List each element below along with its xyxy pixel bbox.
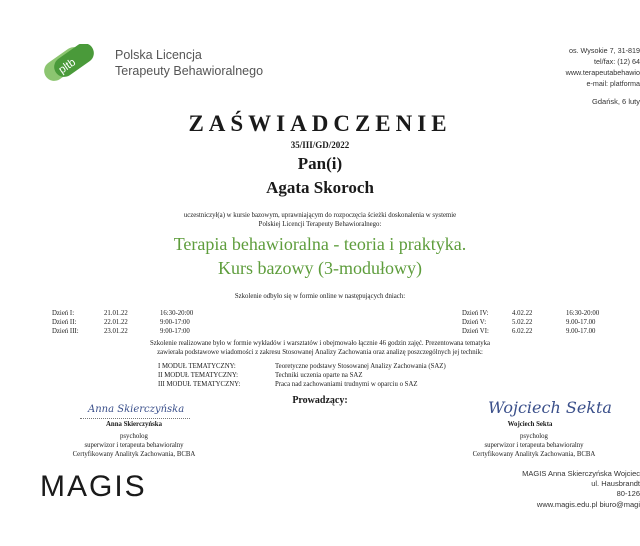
participation-text-1: uczestniczył(a) w kursie bazowym, uprawniającym do rozpoczęcia ścieżki doskonalenia w systemie [183,212,457,219]
participation-text-2: Polskiej Licencji Terapeuty Behawioralnego: [258,221,382,228]
address-line-2: tel/fax: (12) 64 [594,57,640,66]
address-line-1: os. Wysokie 7, 31-819 [568,46,640,55]
schedule-time: 9:00-17:00 [160,328,190,335]
signer-role2-right: superwizor i terapeuta behawioralny [484,442,584,449]
signer-role2-left: superwizor i terapeuta behawioralny [84,442,184,449]
certificate-number: 35/III/GD/2022 [290,140,350,150]
certificate-title: ZAŚWIADCZENIE [188,111,452,136]
schedule-day: Dzień IV: [462,310,489,317]
schedule-time: 16:30-20:00 [160,310,194,317]
schedule-time: 9.00-17.00 [566,328,596,335]
logo-text: pltb [56,56,79,77]
signer-role1-left: psycholog [120,433,148,440]
place-date: Gdańsk, 6 luty [592,97,640,106]
schedule-date: 21.01.22 [104,310,128,317]
signature-line-left [80,418,190,419]
signer-name-right: Wojciech Sekta [507,421,553,428]
module-topic: Praca nad zachowaniami trudnymi w oparciu o SAZ [275,381,418,388]
recipient-name: Agata Skoroch [266,178,374,197]
company-line-3: 80-126 [616,489,640,498]
signer-role1-right: psycholog [520,433,548,440]
signer-role3-left: Certyfikowany Analityk Zachowania, BCBA [72,451,196,458]
schedule-day: Dzień VI: [462,328,489,335]
company-line-2: ul. Hausbrandt [591,479,640,488]
summary-line-2: zawierała podstawowe wiadomości z zakresu Stosowanej Analizy Zachowania oraz analizę poszczególnych jej technik: [157,349,483,356]
lecturers-header: Prowadzący: [292,395,348,406]
schedule-date: 23.01.22 [104,328,128,335]
signer-name-left: Anna Skierczyńska [106,421,162,428]
module-label: II MODUŁ TEMATYCZNY: [158,372,239,379]
company-contact: www.magis.edu.pl biuro@magi [536,500,640,509]
org-name-line1: Polska Licencja [115,48,202,62]
module-topic: Techniki uczenia oparte na SAZ [275,372,363,379]
magis-logo: MAGIS [40,470,147,503]
schedule-day: Dzień V: [462,319,487,326]
signature-left: Anna Skierczyńska [88,404,185,415]
online-note: Szkolenie odbyło się w formie online w następujących dniach: [234,293,406,300]
pltb-logo-icon [40,44,98,84]
schedule-time: 9:00-17:00 [160,319,190,326]
salutation: Pan(i) [297,154,343,173]
schedule-date: 22.01.22 [104,319,128,326]
schedule-date: 4.02.22 [512,310,533,317]
signature-right: Wojciech Sekta [488,398,612,417]
address-line-4: e-mail: platforma [586,79,640,88]
org-name-line2: Terapeuty Behawioralnego [115,64,264,78]
signer-role3-right: Certyfikowany Analityk Zachowania, BCBA [472,451,596,458]
schedule-date: 6.02.22 [512,328,533,335]
schedule-day: Dzień III: [52,328,79,335]
address-line-3: www.terapeutabehawio [565,68,640,77]
module-label: I MODUŁ TEMATYCZNY: [158,363,236,370]
company-line-1: MAGIS Anna Skierczyńska Wojciec [522,469,640,478]
schedule-time: 9.00-17.00 [566,319,596,326]
module-label: III MODUŁ TEMATYCZNY: [158,381,241,388]
module-topic: Teoretyczne podstawy Stosowanej Analizy Zachowania (SAZ) [275,363,446,370]
course-title-line1: Terapia behawioralna - teoria i praktyka. [173,234,467,254]
schedule-day: Dzień I: [52,310,75,317]
schedule-time: 16:30-20:00 [566,310,600,317]
summary-line-1: Szkolenie realizowane było w formie wykładów i warsztatów i obejmowało łącznie 46 godzin zajęć. Prezentowana tematyka [149,340,491,347]
schedule-day: Dzień II: [52,319,77,326]
course-title-line2: Kurs bazowy (3-modułowy) [218,258,422,278]
schedule-date: 5.02.22 [512,319,533,326]
